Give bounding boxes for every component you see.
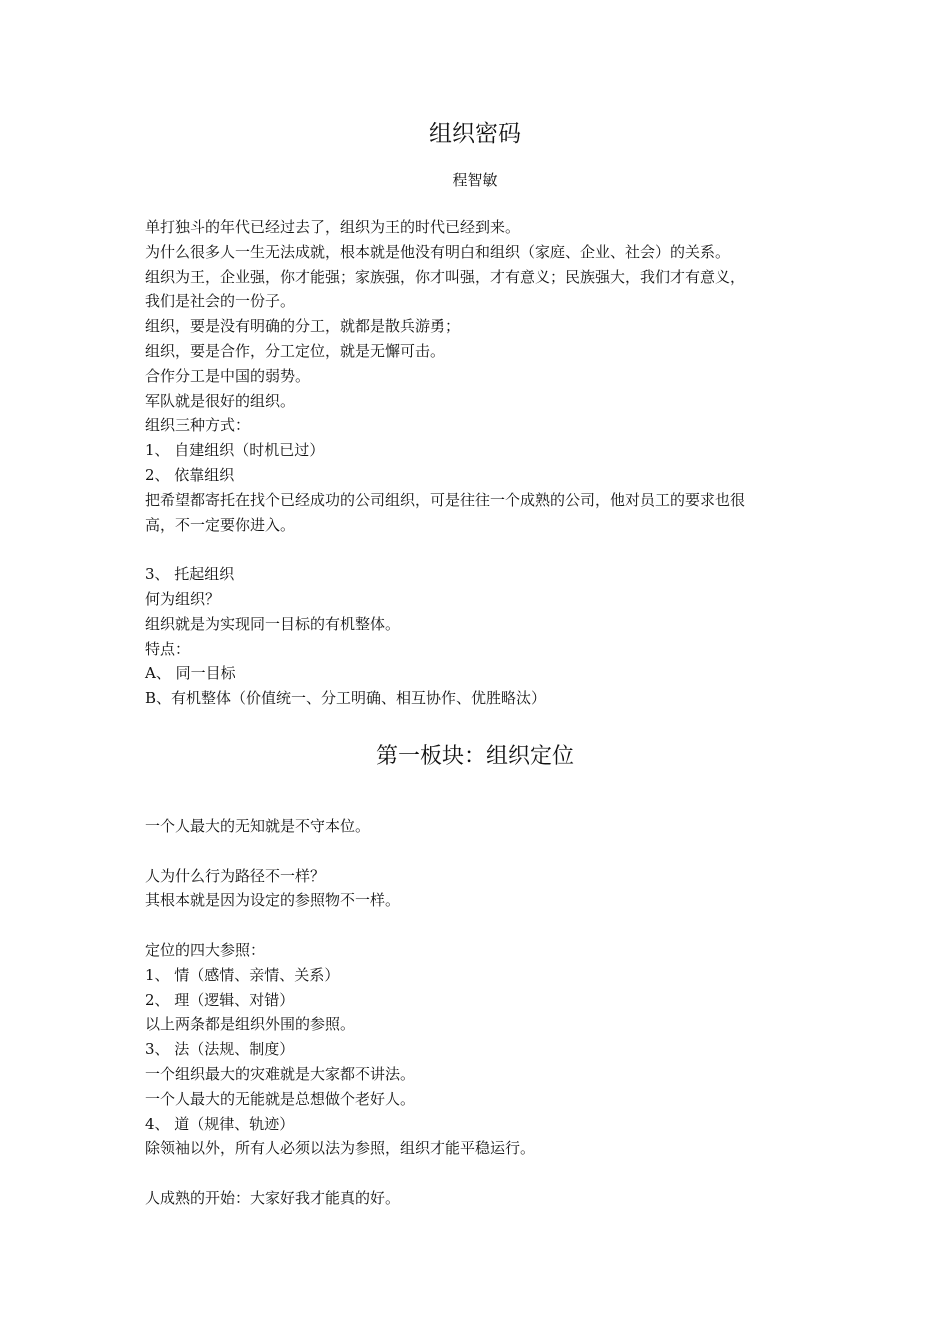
blank-line <box>145 1161 813 1186</box>
paragraph-line: 组织，要是合作，分工定位，就是无懈可击。 <box>145 341 446 360</box>
paragraph-line: 何为组织？ <box>145 589 221 608</box>
paragraph-line: 合作分工是中国的弱势。 <box>145 366 311 385</box>
paragraph-line: 我们是社会的一份子。 <box>145 292 296 311</box>
paragraph-line: 组织为王，企业强，你才能强；家族强，你才叫强，才有意义；民族强大，我们才有意义， <box>145 267 746 286</box>
section-heading: 第一板块：组织定位 <box>375 744 574 769</box>
blank-line <box>145 839 813 864</box>
list-item: 1、 情（感情、亲情、关系） <box>145 965 340 984</box>
list-item: 4、 道（规律、轨迹） <box>145 1114 295 1133</box>
paragraph-line: 组织三种方式： <box>145 416 251 435</box>
paragraph-line: 一个组织最大的灾难就是大家都不讲法。 <box>145 1064 416 1083</box>
paragraph-line: 除领袖以外，所有人必须以法为参照，组织才能平稳运行。 <box>145 1139 536 1158</box>
paragraph-line: 组织，要是没有明确的分工，就都是散兵游勇； <box>145 317 461 336</box>
list-item: 3、 托起组织 <box>145 565 235 584</box>
paragraph-line: 人成熟的开始：大家好我才能真的好。 <box>145 1188 401 1207</box>
paragraph-line: 其根本就是因为设定的参照物不一样。 <box>145 891 401 910</box>
paragraph-line: 为什么很多人一生无法成就，根本就是他没有明白和组织（家庭、企业、社会）的关系。 <box>145 242 731 261</box>
paragraph-line: 把希望都寄托在找个已经成功的公司组织，可是往往一个成熟的公司，他对员工的要求也很 <box>145 490 746 509</box>
section-1-text <box>145 814 813 1211</box>
paragraph-line: 军队就是很好的组织。 <box>145 391 296 410</box>
list-item: B、有机整体（价值统一、分工明确、相互协作、优胜略汰） <box>145 689 547 708</box>
paragraph-line: 定位的四大参照： <box>145 940 266 959</box>
list-item: 2、 依靠组织 <box>145 465 235 484</box>
list-item: 1、 自建组织（时机已过） <box>145 441 325 460</box>
intro-text <box>145 215 813 711</box>
blank-line <box>145 537 813 562</box>
document-title: 组织密码 <box>429 121 521 147</box>
list-item: 2、 理（逻辑、对错） <box>145 990 295 1009</box>
paragraph-line: 特点： <box>145 639 191 658</box>
list-item: 3、 法（法规、制度） <box>145 1040 295 1059</box>
paragraph-line: 高，不一定要你进入。 <box>145 515 296 534</box>
paragraph-line: 一个人最大的无知就是不守本位。 <box>145 817 371 835</box>
paragraph-line: 组织就是为实现同一目标的有机整体。 <box>145 614 401 633</box>
paragraph-line: 人为什么行为路径不一样？ <box>145 866 326 885</box>
document-author: 程智敏 <box>452 171 498 189</box>
blank-line <box>145 913 813 938</box>
paragraph-line: 一个人最大的无能就是总想做个老好人。 <box>145 1089 416 1108</box>
paragraph-line: 单打独斗的年代已经过去了，组织为王的时代已经到来。 <box>145 218 521 236</box>
list-item: A、 同一目标 <box>145 664 236 683</box>
paragraph-line: 以上两条都是组织外围的参照。 <box>145 1015 356 1034</box>
